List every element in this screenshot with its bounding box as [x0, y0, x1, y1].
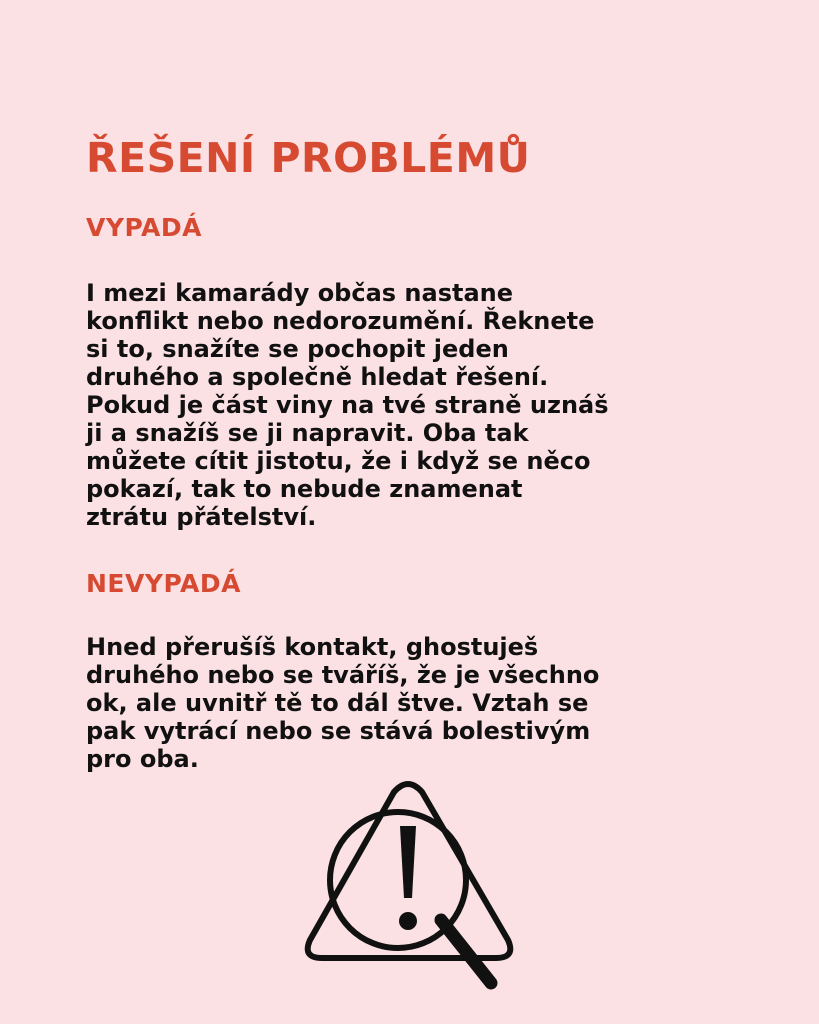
paragraph-line: konflikt nebo nedorozumění. Řeknete: [86, 307, 595, 335]
paragraph-line: I mezi kamarády občas nastane: [86, 279, 514, 307]
paragraph-line: Hned přerušíš kontakt, ghostuješ: [86, 633, 539, 661]
paragraph-line: si to, snažíte se pochopit jeden: [86, 335, 509, 363]
paragraph-line: ok, ale uvnitř tě to dál štve. Vztah se: [86, 689, 589, 717]
paragraph-line: pokazí, tak to nebude znamenat: [86, 475, 523, 503]
paragraph-line: druhého a společně hledat řešení.: [86, 363, 549, 391]
paragraph-line: pro oba.: [86, 745, 199, 773]
paragraph-line: Pokud je část viny na tvé straně uznáš: [86, 391, 609, 419]
page-title: ŘEŠENÍ PROBLÉMŮ: [86, 134, 531, 182]
section-heading-vypada: VYPADÁ: [86, 213, 202, 242]
paragraph-vypada: [86, 279, 726, 531]
paragraph-nevypada: [86, 633, 726, 773]
paragraph-line: ji a snažíš se ji napravit. Oba tak: [86, 419, 529, 447]
warning-magnifier-icon: [298, 778, 528, 1008]
paragraph-line: ztrátu přátelství.: [86, 503, 317, 531]
paragraph-line: můžete cítit jistotu, že i když se něco: [86, 447, 591, 475]
paragraph-line: pak vytrácí nebo se stává bolestivým: [86, 717, 591, 745]
section-heading-nevypada: NEVYPADÁ: [86, 569, 241, 598]
paragraph-line: druhého nebo se tváříš, že je všechno: [86, 661, 600, 689]
